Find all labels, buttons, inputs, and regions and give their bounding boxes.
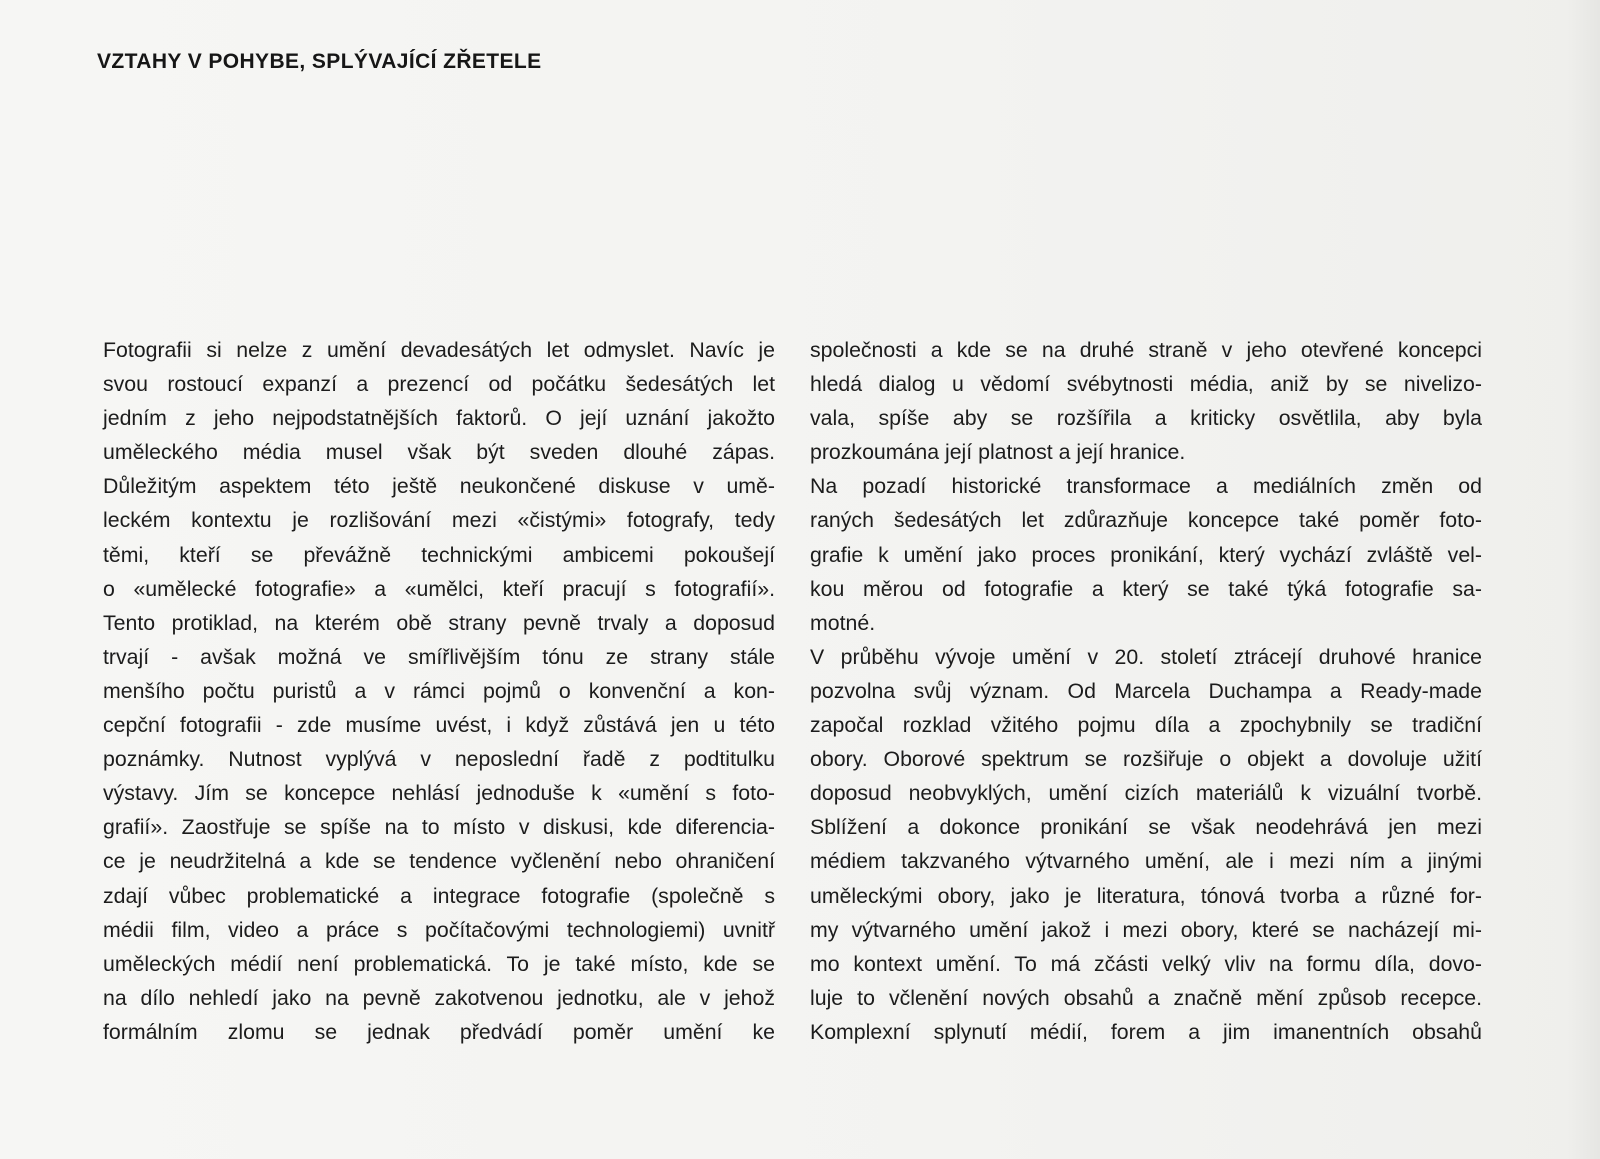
text-line: menšího počtu puristů a v rámci pojmů o konvenční a kon-: [103, 678, 775, 703]
text-line: těmi, kteří se převážně technickými ambicemi pokoušejí: [103, 542, 775, 567]
text-line: Komplexní splynutí médií, forem a jim imanentních obsahů: [810, 1019, 1482, 1044]
text-line: kou měrou od fotografie a který se také týká fotografie sa-: [810, 576, 1482, 601]
text-line: grafie k umění jako proces pronikání, který vychází zvláště vel-: [810, 542, 1482, 567]
text-line: započal rozklad vžitého pojmu díla a zpochybnily se tradiční: [810, 713, 1482, 738]
text-line: ce je neudržitelná a kde se tendence vyčlenění nebo ohraničení: [103, 849, 775, 874]
text-line: Důležitým aspektem této ještě neukončené diskuse v umě-: [103, 474, 775, 499]
text-line: doposud neobvyklých, umění cizích materiálů k vizuální tvorbě.: [810, 781, 1482, 806]
text-line: V průběhu vývoje umění v 20. století ztrácejí druhové hranice: [810, 644, 1482, 669]
text-line: leckém kontextu je rozlišování mezi «čistými» fotografy, tedy: [103, 508, 775, 533]
text-line: médiem takzvaného výtvarného umění, ale i mezi ním a jinými: [810, 849, 1482, 874]
text-line: luje to včlenění nových obsahů a značně mění způsob recepce.: [810, 985, 1482, 1010]
text-line: raných šedesátých let zdůrazňuje koncepce také poměr foto-: [810, 508, 1482, 533]
page-edge-shadow: [1566, 0, 1600, 1159]
text-line: společnosti a kde se na druhé straně v jeho otevřené koncepci: [810, 338, 1482, 362]
text-line: formálním zlomu se jednak předvádí poměr umění ke: [103, 1019, 775, 1044]
right-text-column: [810, 333, 1482, 1049]
text-line: obory. Oborové spektrum se rozšiřuje o objekt a dovoluje užití: [810, 747, 1482, 772]
text-line: pozvolna svůj význam. Od Marcela Duchampa a Ready-made: [810, 678, 1482, 703]
text-line: jedním z jeho nejpodstatnějších faktorů. O její uznání jakožto: [103, 406, 775, 431]
text-line: grafií». Zaostřuje se spíše na to místo v diskusi, kde diferencia-: [103, 815, 775, 840]
text-line: svou rostoucí expanzí a prezencí od počátku šedesátých let: [103, 372, 775, 397]
text-line: prozkoumána její platnost a její hranice.: [810, 440, 1186, 465]
text-line: na dílo nehledí jako na pevně zakotvenou jednotku, ale v jehož: [103, 985, 775, 1010]
text-line: uměleckými obory, jako je literatura, tónová tvorba a různé for-: [810, 883, 1482, 908]
text-line: uměleckého média musel však být sveden dlouhé zápas.: [103, 440, 775, 465]
left-text-column: [103, 333, 775, 1049]
text-line: Sblížení a dokonce pronikání se však neodehrává jen mezi: [810, 815, 1482, 840]
running-head: VZTAHY V POHYBE, SPLÝVAJÍCÍ ZŘETELE: [97, 50, 542, 73]
text-line: Tento protiklad, na kterém obě strany pevně trvaly a doposud: [103, 610, 775, 635]
text-line: hledá dialog u vědomí svébytnosti média, aniž by se nivelizo-: [810, 372, 1482, 397]
text-line: motné.: [810, 610, 876, 635]
text-line: Fotografii si nelze z umění devadesátých let odmyslet. Navíc je: [103, 338, 775, 362]
text-line: vala, spíše aby se rozšířila a kriticky osvětlila, aby byla: [810, 406, 1482, 431]
text-line: o «umělecké fotografie» a «umělci, kteří pracují s fotografií».: [103, 576, 775, 601]
text-line: Na pozadí historické transformace a mediálních změn od: [810, 474, 1482, 499]
text-line: trvají - avšak možná ve smířlivějším tónu ze strany stále: [103, 644, 775, 669]
text-line: my výtvarného umění jakož i mezi obory, které se nacházejí mi-: [810, 917, 1482, 942]
text-line: mo kontext umění. To má zčásti velký vliv na formu díla, dovo-: [810, 951, 1482, 976]
text-line: médii film, video a práce s počítačovými technologiemi) uvnitř: [103, 917, 775, 942]
text-line: poznámky. Nutnost vyplývá v neposlední řadě z podtitulku: [103, 747, 775, 772]
text-line: uměleckých médií není problematická. To je také místo, kde se: [103, 951, 775, 976]
text-line: cepční fotografii - zde musíme uvést, i když zůstává jen u této: [103, 713, 775, 738]
text-line: zdají vůbec problematické a integrace fotografie (společně s: [103, 883, 775, 908]
text-line: výstavy. Jím se koncepce nehlásí jednoduše k «umění s foto-: [103, 781, 775, 806]
